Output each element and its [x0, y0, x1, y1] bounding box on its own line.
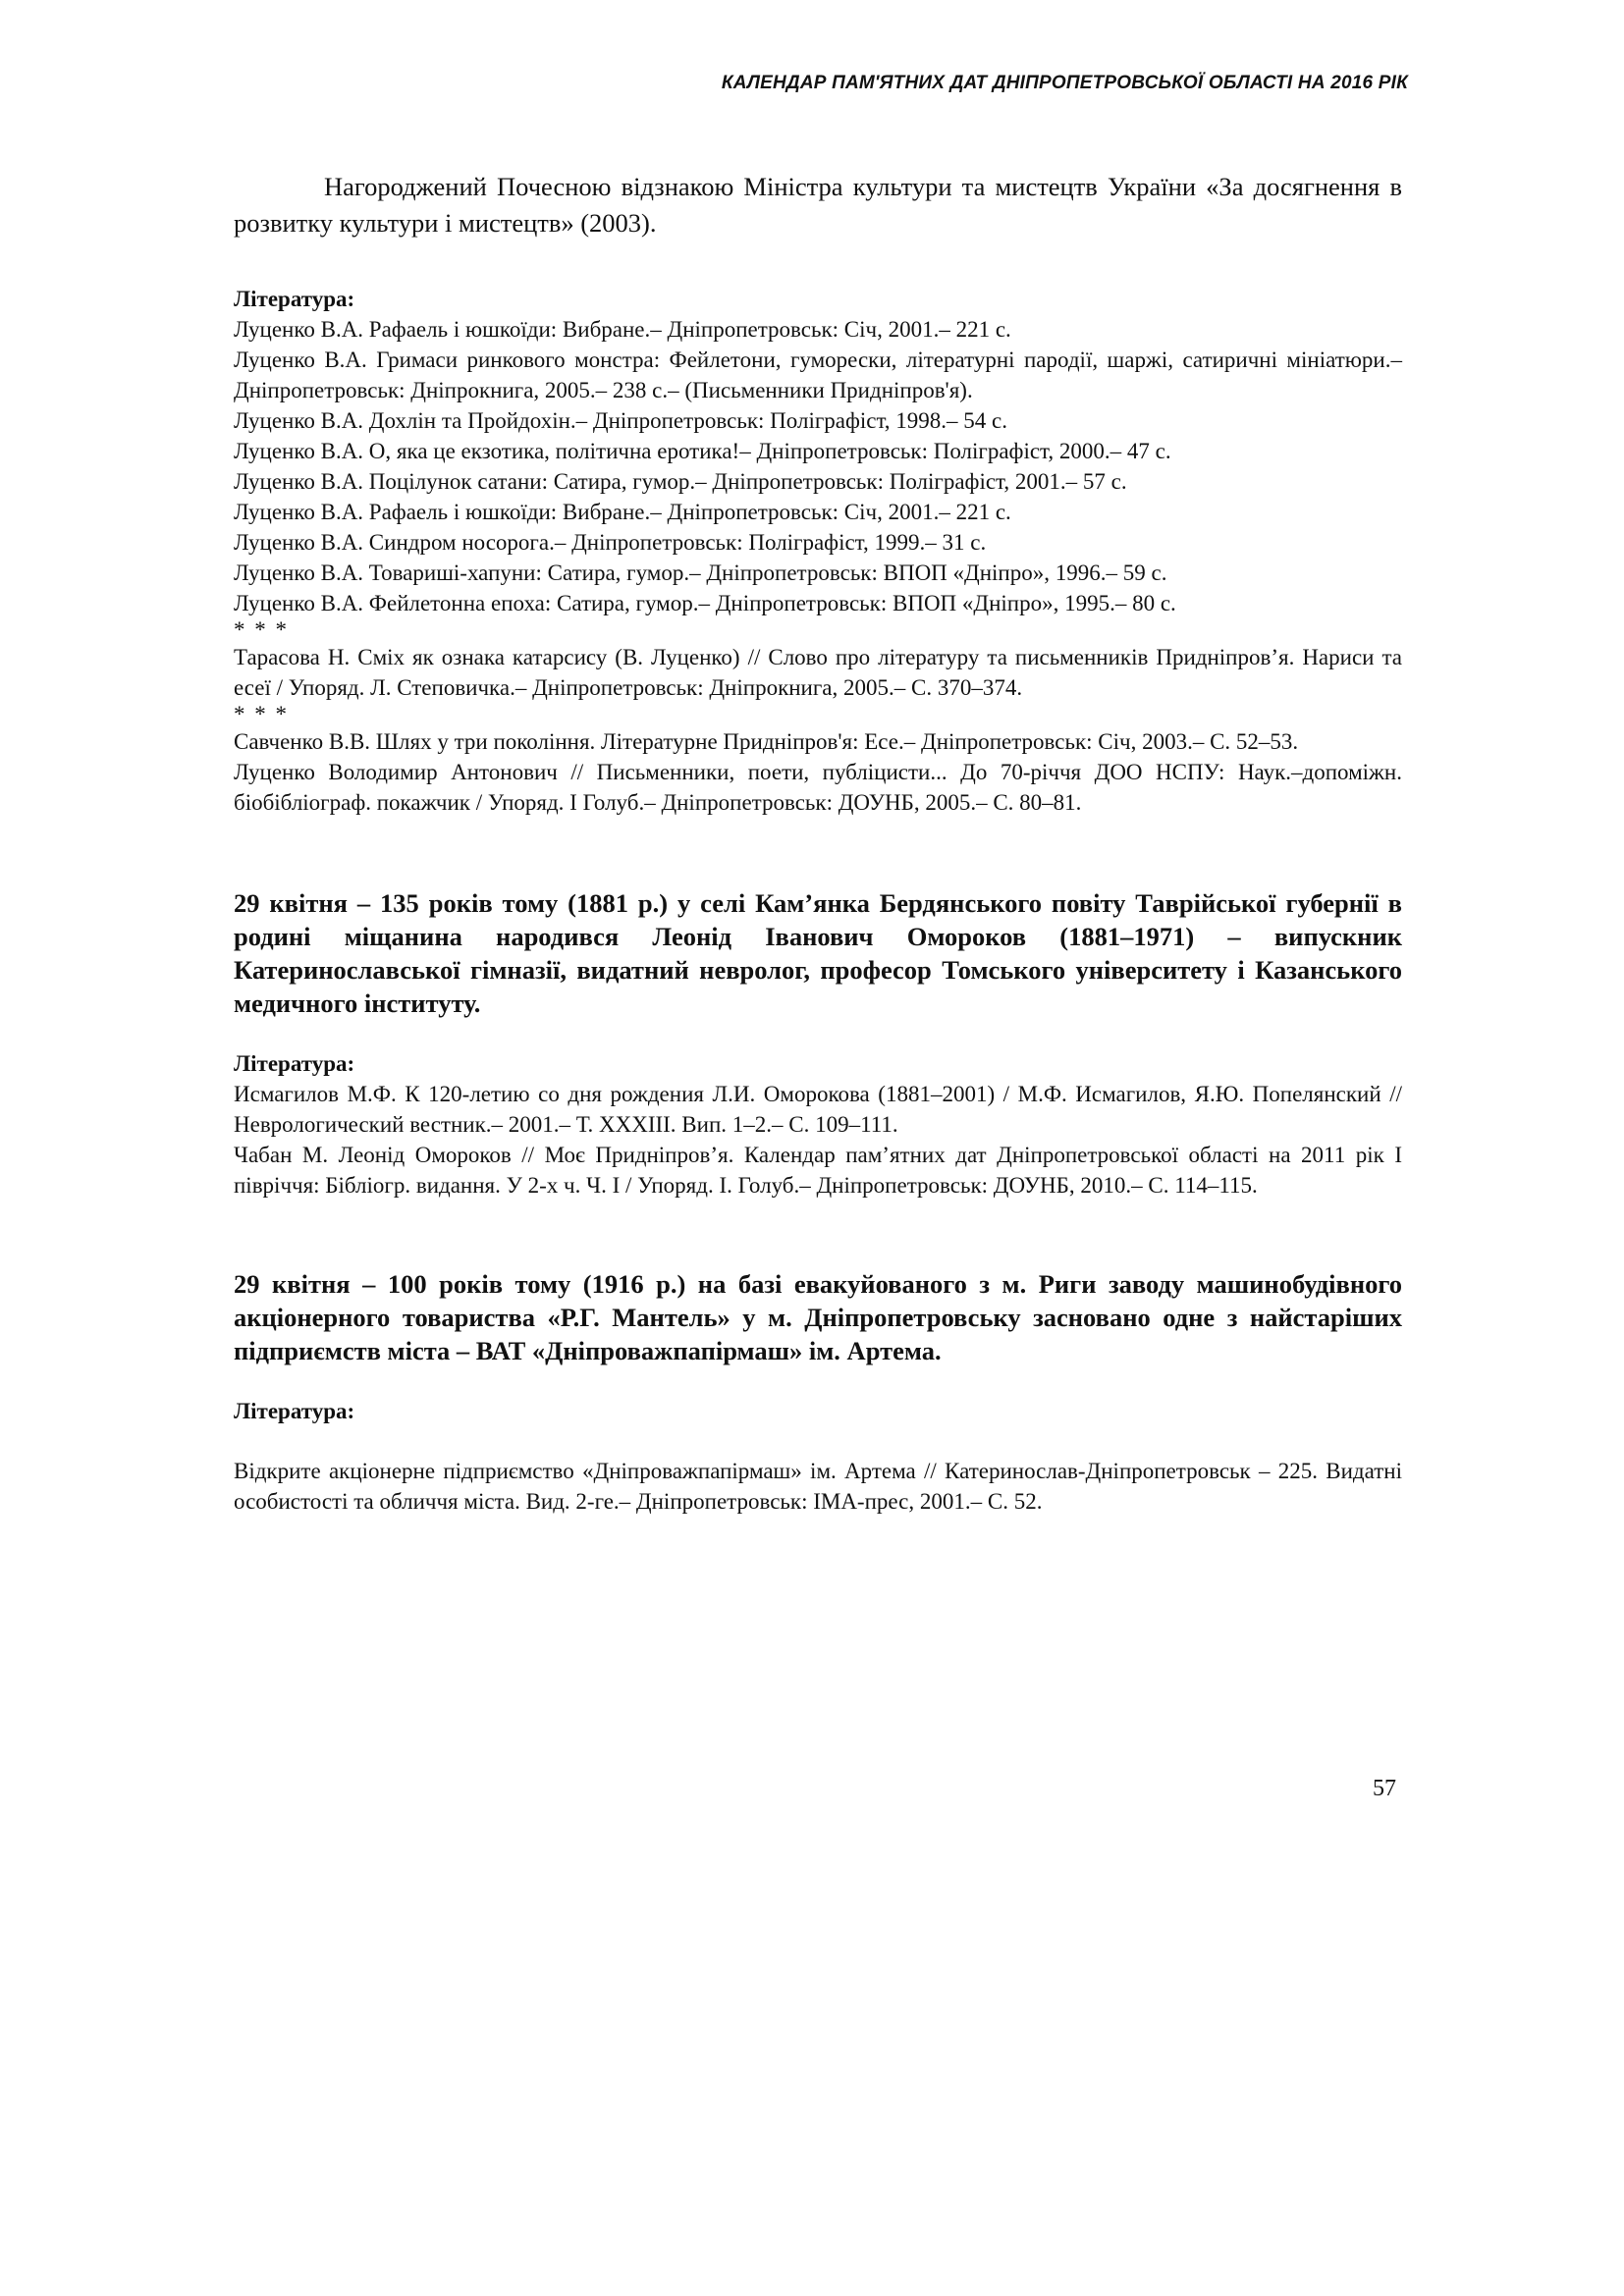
event-heading: 29 квітня – 100 років тому (1916 р.) на базі евакуйованого з м. Риги заводу машинобудівного акціонерного товариства «Р.Г. Мантель» у м. Дніпропетровську засновано одне з найстаріших підприємств міста – ВАТ «Дніпроважпапірмаш» ім. Артема. [234, 1269, 1402, 1365]
page-content [234, 169, 1402, 1517]
reference-item: Луценко В.А. Гримаси ринкового монстра: Фейлетони, гуморески, літературні пародії, шаржі, сатиричні мініатюри.– Дніпропетровськ: Дніпрокнига, 2005.– 238 с.– (Письменники Придніпров'я). [234, 347, 1402, 402]
intro-paragraph: Нагороджений Почесною відзнакою Міністра культури та мистецтв України «За досягнення в розвитку культури і мистецтв» (2003). [234, 172, 1402, 238]
reference-item: Луценко В.А. Поцілунок сатани: Сатира, гумор.– Дніпропетровськ: Поліграфіст, 2001.– 57 с. [234, 469, 1127, 494]
page-number: 57 [1373, 1776, 1396, 1801]
reference-item: Відкрите акціонерне підприємство «Дніпроважпапірмаш» ім. Артема // Катеринослав-Дніпропетровськ – 225. Видатні особистості та обличчя міста. Вид. 2-ге.– Дніпропетровськ: ІМА-прес, 2001.– С. 52. [234, 1459, 1402, 1514]
section-separator: * * * [234, 617, 289, 642]
reference-item: Луценко В.А. Фейлетонна епоха: Сатира, гумор.– Дніпропетровськ: ВПОП «Дніпро», 1995.– 80 с. [234, 591, 1176, 615]
reference-item: Луценко В.А. Товариші-хапуни: Сатира, гумор.– Дніпропетровськ: ВПОП «Дніпро», 1996.– 59 с. [234, 561, 1167, 585]
reference-item: Луценко Володимир Антонович // Письменники, поети, публіцисти... До 70-річчя ДОО НСПУ: Наук.–допоміжн. біобібліограф. покажчик / Упоряд. І Голуб.– Дніпропетровськ: ДОУНБ, 2005.– С. 80–81. [234, 760, 1402, 815]
section-separator: * * * [234, 702, 289, 726]
reference-list [234, 1079, 1402, 1201]
reference-item: Луценко В.А. Дохлін та Пройдохін.– Дніпропетровськ: Поліграфіст, 1998.– 54 с. [234, 408, 1008, 433]
reference-item: Луценко В.А. О, яка це екзотика, політична еротика!– Дніпропетровськ: Поліграфіст, 2000.– 47 с. [234, 439, 1171, 463]
literature-heading: Література: [234, 1051, 355, 1076]
reference-item: Исмагилов М.Ф. К 120-летию со дня рождения Л.И. Оморокова (1881–2001) / М.Ф. Исмагилов, Я.Ю. Попелянский // Неврологический вестник.– 2001.– Т. XXXIII. Вип. 1–2.– С. 109–111. [234, 1082, 1402, 1137]
literature-heading: Література: [234, 287, 355, 311]
reference-list [234, 1456, 1402, 1517]
reference-list [234, 314, 1402, 818]
running-header: КАЛЕНДАР ПАМ'ЯТНИХ ДАТ ДНІПРОПЕТРОВСЬКОЇ ОБЛАСТІ НА 2016 РІК [721, 73, 1408, 93]
reference-item: Тарасова Н. Сміх як ознака катарсису (В. Луценко) // Слово про літературу та письменників Придніпров’я. Нариси та есеї / Упоряд. Л. Степовичка.– Дніпропетровськ: Дніпрокнига, 2005.– С. 370–374. [234, 645, 1402, 700]
reference-item: Луценко В.А. Рафаель і юшкоїди: Вибране.– Дніпропетровськ: Січ, 2001.– 221 с. [234, 500, 1011, 524]
reference-item: Савченко В.В. Шлях у три покоління. Літературне Придніпров'я: Есе.– Дніпропетровськ: Січ, 2003.– С. 52–53. [234, 729, 1299, 754]
reference-item: Чабан М. Леонід Омороков // Моє Придніпров’я. Календар пам’ятних дат Дніпропетровської області на 2011 рік І півріччя: Бібліогр. видання. У 2-х ч. Ч. І / Упоряд. І. Голуб.– Дніпропетровськ: ДОУНБ, 2010.– С. 114–115. [234, 1143, 1402, 1198]
reference-item: Луценко В.А. Синдром носорога.– Дніпропетровськ: Поліграфіст, 1999.– 31 с. [234, 530, 987, 555]
reference-item: Луценко В.А. Рафаель і юшкоїди: Вибране.– Дніпропетровськ: Січ, 2001.– 221 с. [234, 317, 1011, 342]
literature-heading: Література: [234, 1399, 355, 1423]
event-heading: 29 квітня – 135 років тому (1881 р.) у селі Кам’янка Бердянського повіту Таврійської губернії в родині міщанина народився Леонід Іванович Омороков (1881–1971) – випускник Катеринославської гімназії, видатний невролог, професор Томського університету і Казанського медичного інституту. [234, 888, 1402, 1018]
